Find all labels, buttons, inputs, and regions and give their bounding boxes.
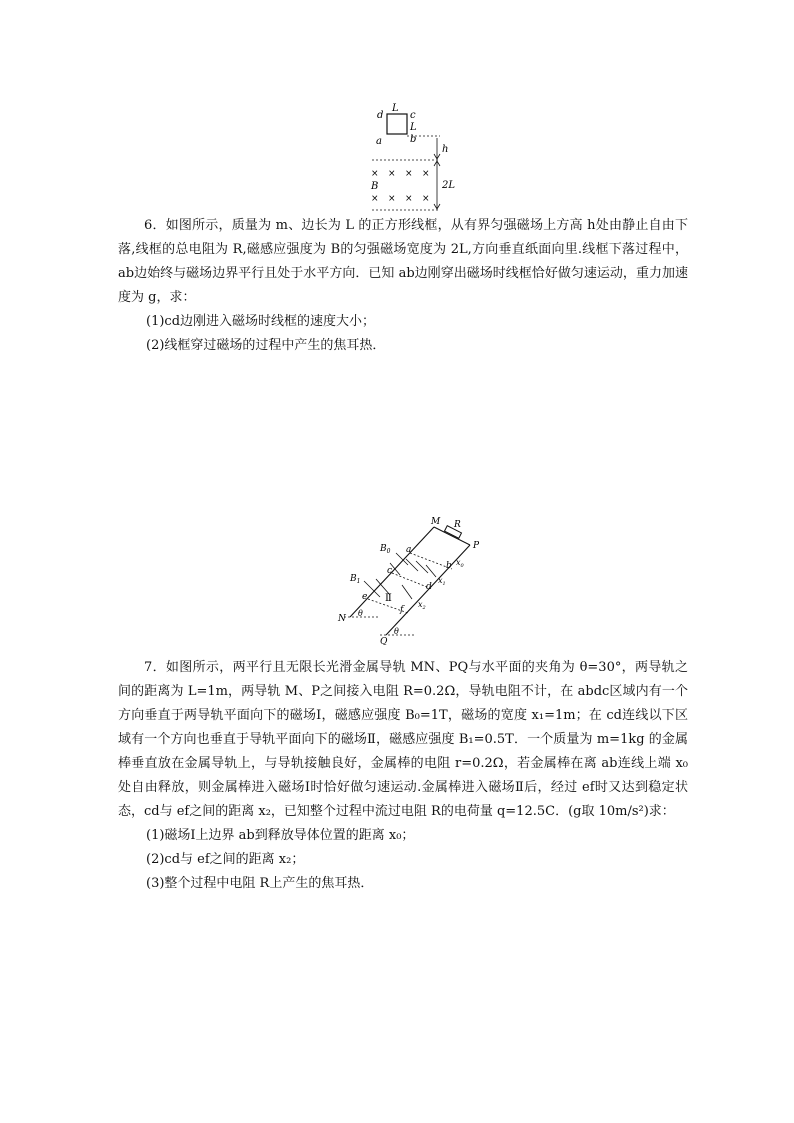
label-x0-sub: 0 xyxy=(460,563,464,569)
field-arrow xyxy=(426,565,436,577)
field-cross: × xyxy=(371,169,379,179)
problem-6-question-1: (1)cd边刚进入磁场时线框的速度大小； xyxy=(146,314,376,329)
label-x2-sub: 2 xyxy=(422,605,426,611)
label-P: P xyxy=(473,541,480,551)
label-Q: Q xyxy=(380,637,388,645)
figure-inclined-rails xyxy=(330,515,490,645)
label-f: f xyxy=(400,605,404,615)
field-symbols xyxy=(371,169,430,204)
label-B0-main: B xyxy=(380,544,387,554)
label-B1-sub: 1 xyxy=(356,578,361,585)
problem-6 xyxy=(118,214,688,358)
problem-7-question-3: (3)整个过程中电阻 R上产生的焦耳热． xyxy=(146,876,374,891)
problem-7-question-2: (2)cd与 ef之间的距离 x₂； xyxy=(146,852,305,867)
field-cross: × xyxy=(422,194,430,204)
problem-7 xyxy=(118,656,688,896)
label-b: b xyxy=(410,134,417,145)
label-2L: 2L xyxy=(442,180,456,191)
label-B0 xyxy=(379,544,391,555)
label-e: e xyxy=(362,592,368,602)
field-cross: × xyxy=(405,169,413,179)
label-c: c xyxy=(387,566,393,576)
label-L-side: L xyxy=(410,122,417,133)
label-B: B xyxy=(371,181,379,192)
figure-falling-square-frame xyxy=(360,100,470,220)
label-M: M xyxy=(431,517,441,527)
field-cross: × xyxy=(388,194,396,204)
label-d: d xyxy=(426,582,432,592)
label-d: d xyxy=(377,110,384,121)
label-B1-main: B xyxy=(350,574,357,584)
label-region-II: Ⅱ xyxy=(385,593,392,604)
problem-6-question-2: (2)线框穿过磁场的过程中产生的焦耳热． xyxy=(146,338,386,353)
problem-7-question-1: (1)磁场Ⅰ上边界 ab到释放导体位置的距离 x₀； xyxy=(146,828,415,843)
label-theta-Q: θ xyxy=(394,627,399,636)
label-theta-N: θ xyxy=(358,609,363,618)
label-b: b xyxy=(446,561,452,571)
label-B0-sub: 0 xyxy=(386,548,391,555)
square-frame xyxy=(387,114,407,134)
label-x2-main: x xyxy=(418,600,423,609)
label-R: R xyxy=(454,520,461,530)
label-x0-main: x xyxy=(456,558,461,567)
label-h: h xyxy=(442,144,449,155)
label-x1-sub: 1 xyxy=(442,581,446,587)
label-x1-main: x xyxy=(438,576,443,585)
field-cross: × xyxy=(388,169,396,179)
label-N: N xyxy=(338,614,346,624)
problem-6-statement: 6．如图所示，质量为 m、边长为 L 的正方形线框，从有界匀强磁场上方高 h处由静止自由下落,线框的总电阻为 R,磁感应强度为 B的匀强磁场宽度为 2L,方向垂直纸面向里.线框下落过程中，ab边始终与磁场边界平行且处于水平方向．已知 ab边刚穿出磁场时线框恰好做匀速运动，重力加速度为 g，求： xyxy=(118,218,688,305)
label-x0 xyxy=(456,558,465,569)
label-L-top: L xyxy=(392,103,399,114)
field-cross: × xyxy=(422,169,430,179)
label-c: c xyxy=(410,110,416,121)
field-arrows-region-I xyxy=(390,553,436,577)
label-x2 xyxy=(418,600,426,611)
problem-7-statement: 7．如图所示，两平行且无限长光滑金属导轨 MN、PQ与水平面的夹角为 θ=30°，两导轨之间的距离为 L=1m，两导轨 M、P之间接入电阻 R=0.2Ω，导轨电阻不计，在 abdc区域内有一个方向垂直于两导轨平面向下的磁场Ⅰ，磁感应强度 B₀=1T，磁场的宽度 x₁=1m；在 cd连线以下区域有一个方向也垂直于导轨平面向下的磁场Ⅱ，磁感应强度 B₁=0.5T．一个质量为 m=1kg 的金属棒垂直放在金属导轨上，与导轨接触良好，金属棒的电阻 r=0.2Ω，若金属棒在离 ab连线上端 x₀处自由释放，则金属棒进入磁场Ⅰ时恰好做匀速运动.金属棒进入磁场Ⅱ后，经过 ef时又达到稳定状态，cd与 ef之间的距离 x₂，已知整个过程中流过电阻 R的电荷量 q=12.5C．(g取 10m/s²)求： xyxy=(118,660,688,819)
label-a: a xyxy=(406,545,412,555)
field-cross: × xyxy=(371,194,379,204)
field-arrow xyxy=(402,585,412,599)
label-x1 xyxy=(438,576,446,587)
field-cross: × xyxy=(405,194,413,204)
label-a: a xyxy=(376,136,382,147)
label-B1 xyxy=(349,574,360,585)
